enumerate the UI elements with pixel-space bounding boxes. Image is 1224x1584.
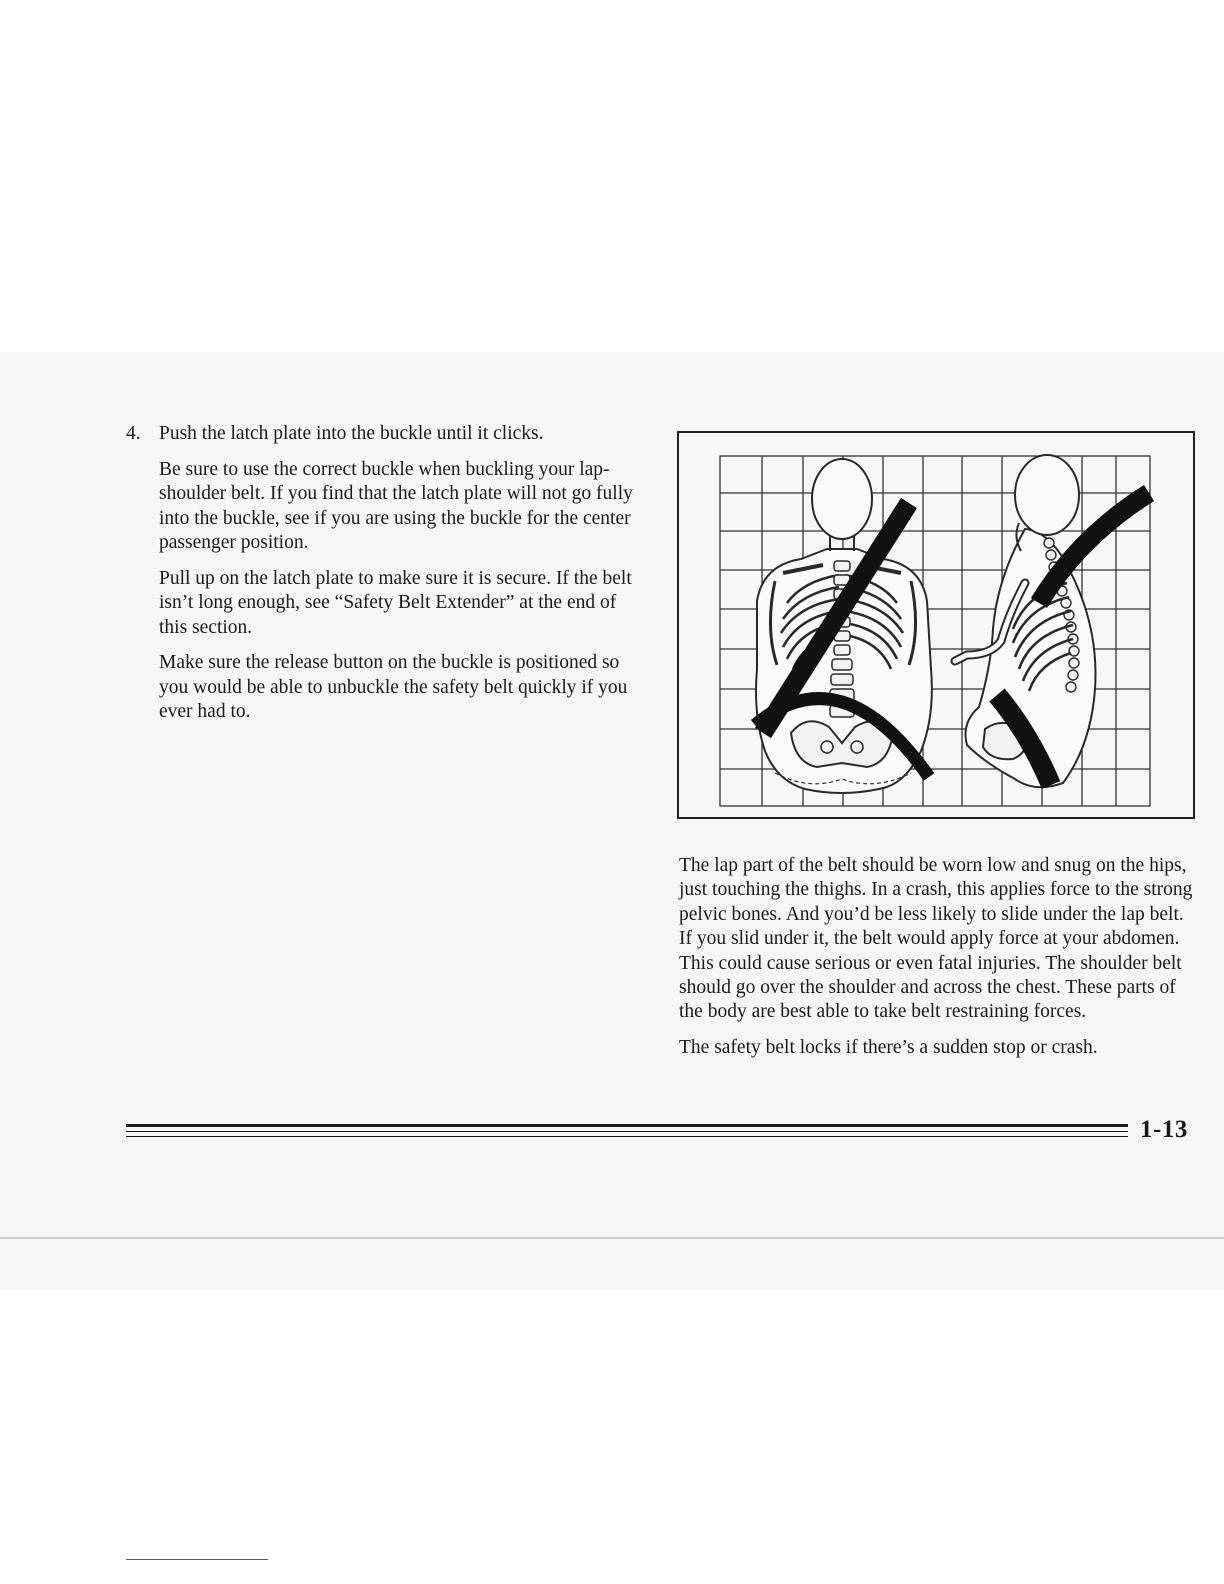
page-number: 1-13 [1140,1116,1188,1143]
front-skeleton [755,459,932,793]
caption-paragraph-lap-belt: The lap part of the belt should be worn low and snug on the hips, just touching the thighs. In a crash, this applies force to the strong pelvic bones. And you’d be less likely to slide under the lap belt. If you slid under it, the belt would apply force at your abdomen. This could cause serious or even fatal injuries. The shoulder belt should go over the shoulder and across the chest. These parts of the body are best able to take belt restraining forces. [679,855,1193,1023]
footer-rule-thick [126,1124,1128,1127]
step-4 [126,422,646,736]
belt-position-illustration [677,431,1195,819]
skeleton-belt-diagram [679,433,1193,817]
footer-rule-thin [126,1136,1128,1137]
step-number: 4. [126,423,141,444]
footer-rule-mid [126,1131,1128,1132]
step-heading [126,422,646,447]
caption-paragraph-lock: The safety belt locks if there’s a sudden stop or crash. [679,1036,1098,1058]
step-paragraph-buckle: Be sure to use the correct buckle when buckling your lap-shoulder belt. If you find that the latch plate will not go fully into the buckle, see if you are using the buckle for the center passenger position. [159,458,633,553]
step-heading-text: Push the latch plate into the buckle until it clicks. [159,423,544,444]
step-paragraph-release: Make sure the release button on the buckle is positioned so you would be able to unbuckle the safety belt quickly if you ever had to. [159,652,628,722]
scan-edge-line [0,1237,1224,1239]
side-skeleton [955,455,1149,787]
belt-explanation [679,854,1194,1071]
step-paragraph-secure: Pull up on the latch plate to make sure it is secure. If the belt isn’t long enough, see “Safety Belt Extender” at the end of this section. [159,567,632,638]
footnote-line [126,1559,268,1560]
